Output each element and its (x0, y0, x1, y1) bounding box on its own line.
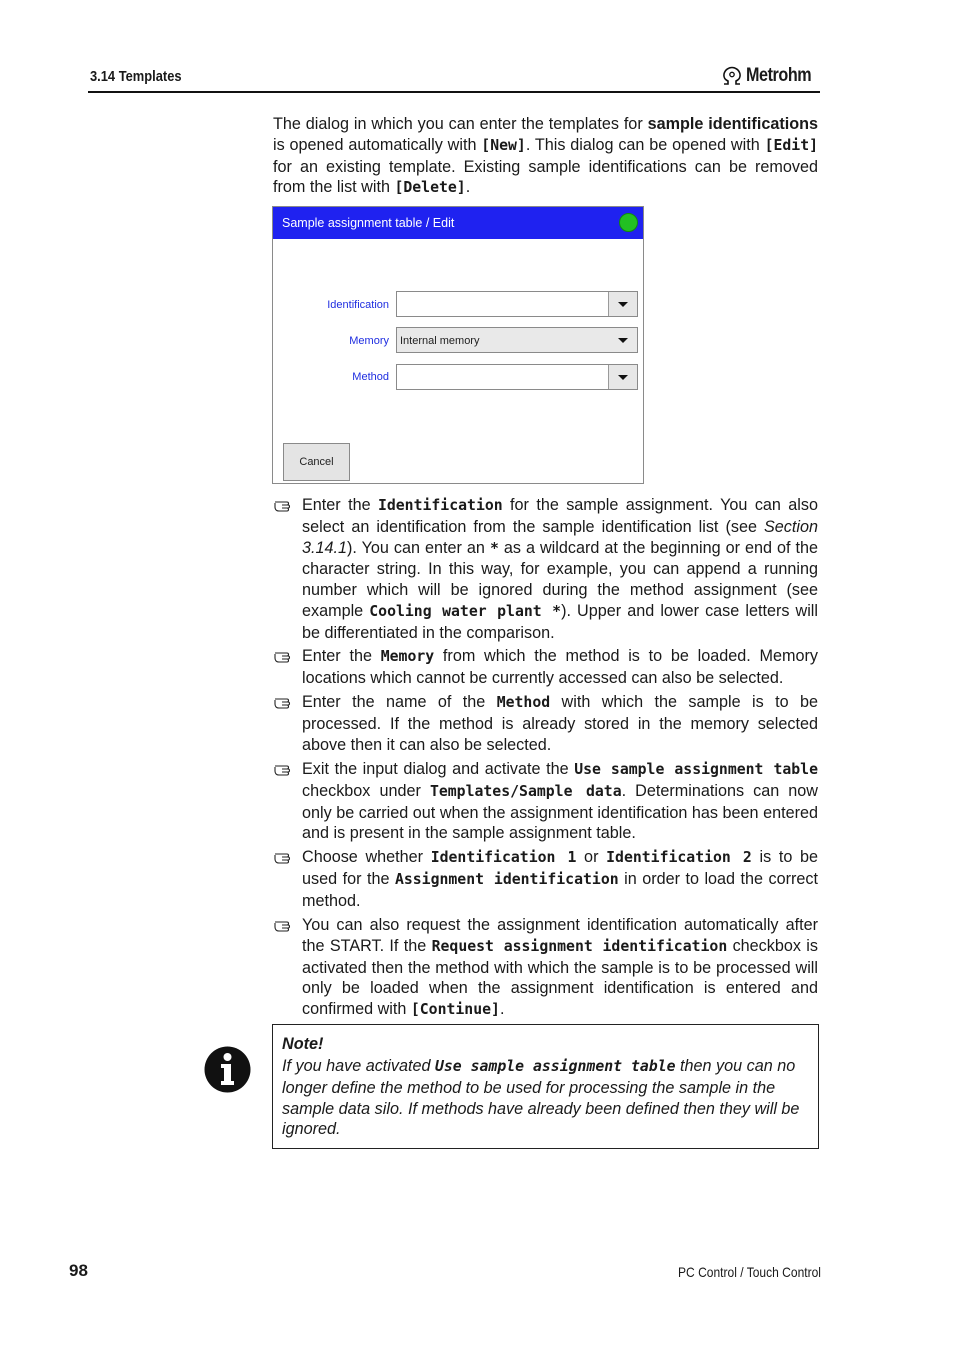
identification-dropdown-button[interactable] (608, 292, 637, 316)
intro-key-edit: [Edit] (764, 136, 819, 154)
list-item (273, 847, 818, 911)
identification-combobox[interactable] (396, 291, 638, 317)
intro-text: . This dialog can be opened with (525, 135, 765, 154)
text: Choose whether (302, 848, 431, 866)
term: Identification 1 (430, 849, 577, 866)
footer-product: PC Control / Touch Control (678, 1264, 821, 1280)
text: If you have activated (282, 1057, 435, 1075)
text: then you can no longer define the method to be used for processing the sample in the sample data silo. If methods have already been defined then they will be ignored. (282, 1057, 800, 1139)
bullet-text (302, 759, 818, 844)
intro-text: The dialog in which you can enter the templates for (273, 115, 648, 133)
header-divider (88, 91, 820, 93)
text: with which the sample is to be processed. If the method is already stored in the memory selected above then it can also be selected. (302, 693, 818, 754)
metrohm-omega-icon (721, 66, 743, 86)
term: Method (496, 694, 551, 711)
method-label: Method (352, 371, 389, 383)
list-item (273, 692, 818, 755)
intro-bold: sample identifications (647, 115, 818, 133)
list-item (273, 495, 818, 644)
status-led-icon (619, 213, 638, 232)
pointing-hand-icon (273, 693, 297, 711)
term: Cooling water plant * (369, 602, 562, 620)
list-item (273, 915, 818, 1021)
note-box (272, 1024, 819, 1149)
bullet-text (302, 915, 818, 1021)
term: [Continue] (410, 1001, 500, 1019)
dialog-title-bar (273, 207, 643, 239)
memory-value: Internal memory (400, 335, 480, 347)
list-item (273, 646, 818, 689)
term: Templates/Sample data (429, 782, 622, 800)
brand-name: Metrohm (746, 65, 812, 86)
text: Enter the (302, 496, 378, 514)
cancel-button[interactable]: Cancel (283, 443, 350, 481)
intro-paragraph (273, 114, 818, 199)
text: from which the method is to be loaded. Memory locations which cannot be currently accessed can also be selected. (302, 647, 818, 687)
identification-label: Identification (327, 299, 389, 311)
bullet-text (302, 692, 818, 755)
info-icon (204, 1046, 251, 1093)
text: You can also request the assignment identification automatically after the START. If the (302, 916, 818, 955)
intro-key-new: [New] (481, 136, 526, 154)
memory-select[interactable] (396, 327, 638, 353)
note-text (282, 1056, 810, 1140)
chevron-down-icon (618, 338, 628, 343)
text: is to be used for the (302, 848, 818, 888)
pointing-hand-icon (273, 760, 297, 778)
pointing-hand-icon (273, 848, 297, 866)
dialog-title: Sample assignment table / Edit (282, 216, 455, 230)
term: Assignment identification (394, 870, 619, 888)
memory-dropdown-button[interactable] (609, 328, 637, 352)
term: Request assignment identification (431, 937, 728, 955)
pointing-hand-icon (273, 496, 297, 514)
text: or (576, 848, 607, 866)
method-combobox[interactable] (396, 364, 638, 390)
metrohm-logo (721, 64, 823, 88)
text: as a wildcard at the beginning or end of the character string. In this way, for example, you can append a running number which will be ignored during the method assignment (see example (302, 538, 818, 620)
term: Identification 2 (606, 849, 752, 866)
sample-assignment-dialog (272, 206, 644, 484)
text: . (499, 1000, 505, 1019)
text: for the sample assignment. You can also select an identification from the sample identification list (see (302, 496, 818, 536)
chevron-down-icon (618, 375, 628, 380)
intro-text: is opened automatically with (273, 135, 482, 154)
text: Enter the (302, 647, 381, 665)
text: in order to load the correct method. (302, 869, 818, 910)
section-heading: 3.14 Templates (90, 68, 182, 85)
list-item (273, 759, 818, 844)
bullet-text (302, 646, 818, 689)
pointing-hand-icon (273, 647, 297, 665)
pointing-hand-icon (273, 916, 297, 934)
term: Memory (380, 648, 435, 665)
bullet-text (302, 495, 818, 644)
term: Use sample assignment table (434, 1058, 676, 1075)
text: ). Upper and lower case letters will be differentiated in the comparison. (302, 601, 818, 642)
text: Enter the name of the (302, 693, 497, 711)
term: Identification (377, 497, 503, 514)
method-dropdown-button[interactable] (608, 365, 637, 389)
intro-key-delete: [Delete] (394, 179, 466, 197)
intro-text: for an existing template. Existing sample identifications can be removed from the list with (273, 157, 818, 197)
memory-label: Memory (349, 335, 389, 347)
bullet-text (302, 847, 818, 911)
note-title: Note! (282, 1035, 324, 1053)
term: * (489, 539, 499, 557)
term: Use sample assignment table (574, 761, 818, 778)
text: checkbox under (302, 781, 430, 800)
text: checkbox is activated then the method with which the sample is to be processed will only be loaded when the assignment identification is entered and confirmed with (302, 936, 818, 1019)
text: Exit the input dialog and activate the (302, 760, 575, 778)
text: . Determinations can now only be carried out when the assignment identification has been entered and is present in the sample assignment table. (302, 781, 818, 843)
page-number: 98 (69, 1261, 88, 1280)
section-reference: Section 3.14.1 (302, 517, 818, 557)
text: ). You can enter an (347, 538, 490, 557)
chevron-down-icon (618, 302, 628, 307)
intro-text: . (465, 178, 471, 197)
